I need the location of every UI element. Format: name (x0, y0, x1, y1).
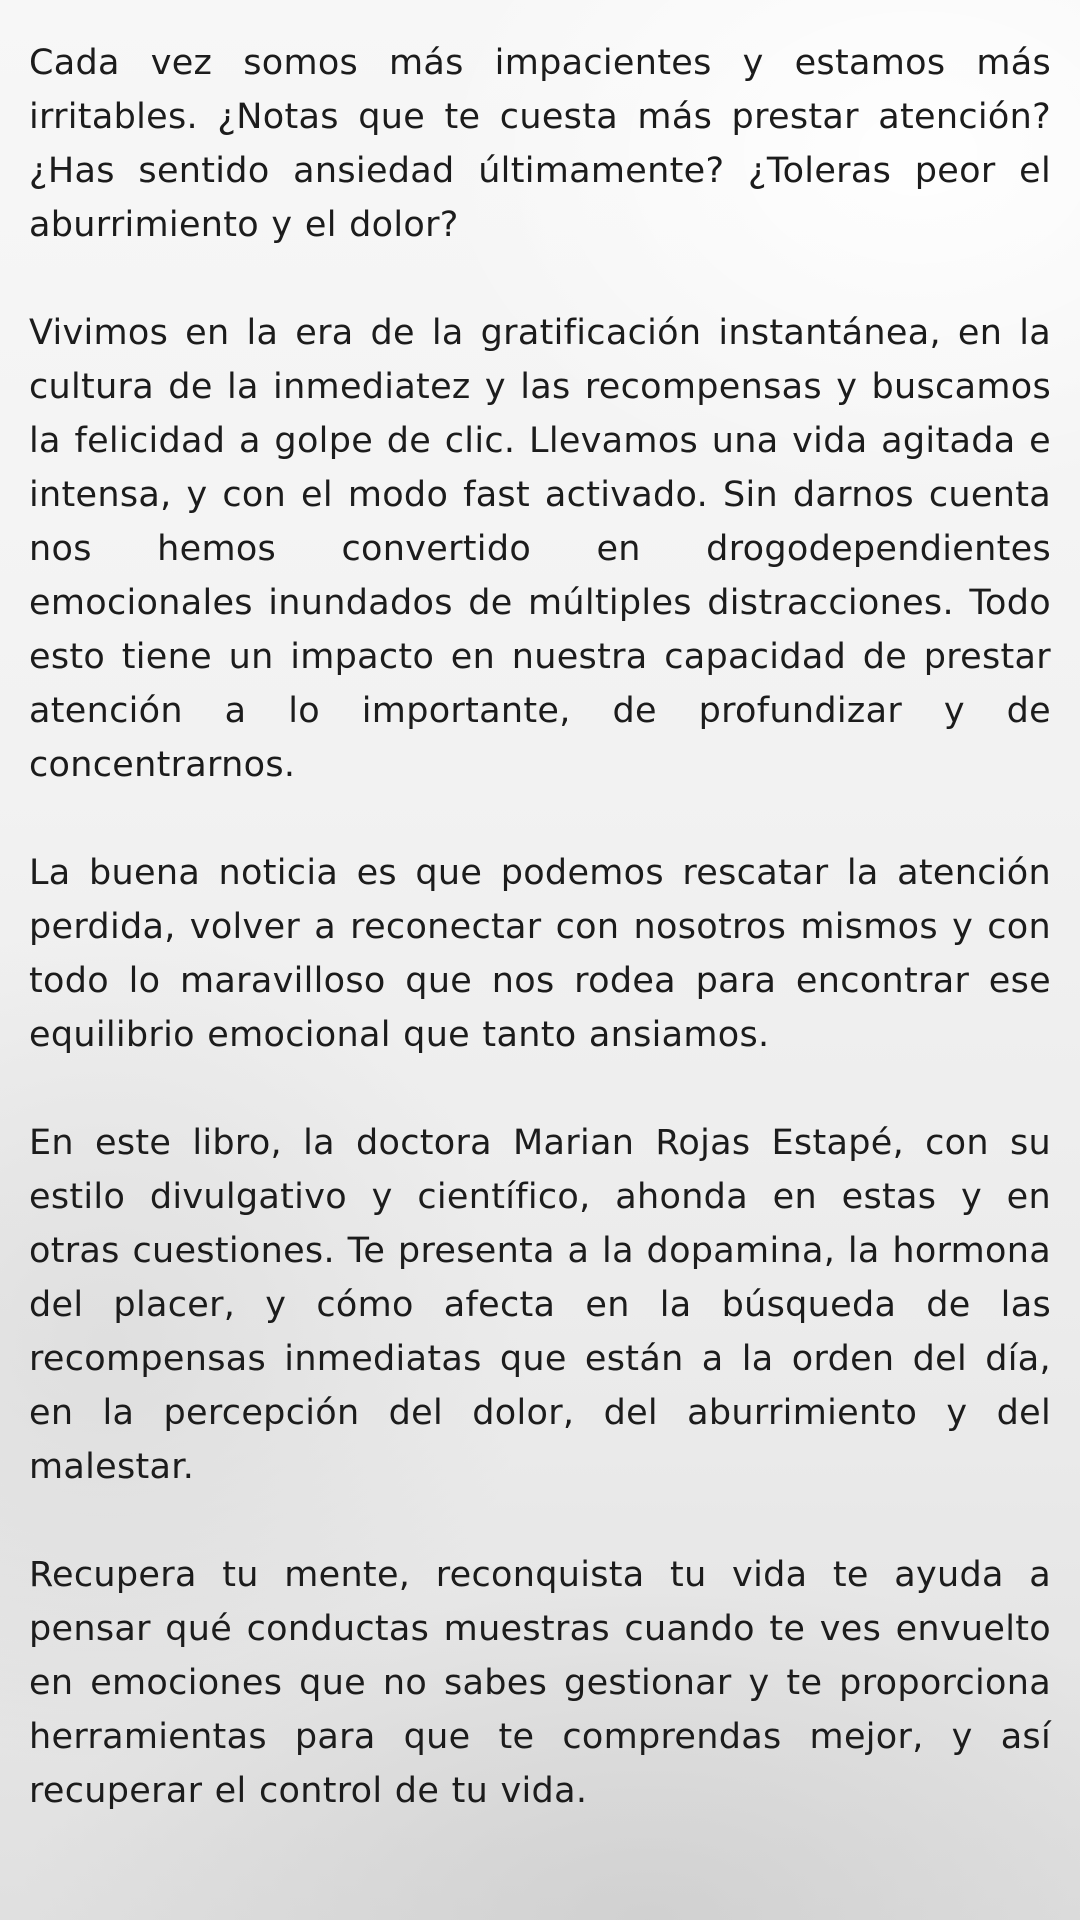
paragraph-5: Recupera tu mente, reconquista tu vida te ayuda a pensar qué conductas muestras cuando te ves envuelto en emociones que no sabes gestionar y te proporciona herramientas para que te comprendas mejor, y así recuperar el control de tu vida. (29, 1555, 1051, 1811)
paragraph-1: Cada vez somos más impacientes y estamos más irritables. ¿Notas que te cuesta más prestar atención? ¿Has sentido ansiedad últimamente? ¿Toleras peor el aburrimiento y el dolor? (29, 43, 1051, 245)
paragraph-4: En este libro, la doctora Marian Rojas Estapé, con su estilo divulgativo y científico, ahonda en estas y en otras cuestiones. Te presenta a la dopamina, la hormona del placer, y cómo afecta en la búsqueda de las recompensas inmediatas que están a la orden del día, en la percepción del dolor, del aburrimiento y del malestar. (29, 1123, 1051, 1487)
book-description (29, 36, 1051, 1872)
paragraph-2: Vivimos en la era de la gratificación instantánea, en la cultura de la inmediatez y las recompensas y buscamos la felicidad a golpe de clic. Llevamos una vida agitada e intensa, y con el modo fast activado. Sin darnos cuenta nos hemos convertido en drogodependientes emocionales inundados de múltiples distracciones. Todo esto tiene un impacto en nuestra capacidad de prestar atención a lo importante, de profundizar y de concentrarnos. (29, 313, 1051, 785)
paragraph-3: La buena noticia es que podemos rescatar la atención perdida, volver a reconectar con nosotros mismos y con todo lo maravilloso que nos rodea para encontrar ese equilibrio emocional que tanto ansiamos. (29, 853, 1051, 1055)
